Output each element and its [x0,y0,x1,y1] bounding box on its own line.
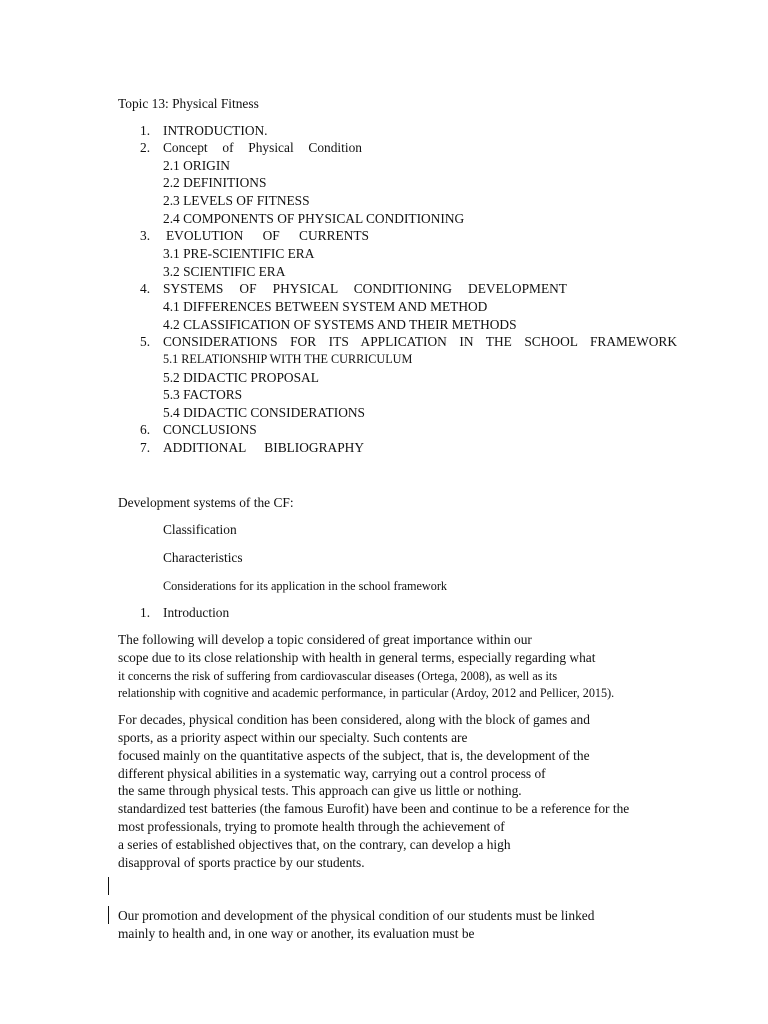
toc-subitem: 4.2 CLASSIFICATION OF SYSTEMS AND THEIR METHODS [163,317,517,332]
list-item: Classification [163,522,237,537]
toc-number: 6. [140,422,151,437]
paragraph-line: For decades, physical condition has been considered, along with the block of games and [118,712,590,727]
section-number: 1. [140,605,151,620]
toc-item-conclusions: CONCLUSIONS [163,422,257,437]
toc-subitem: 4.1 DIFFERENCES BETWEEN SYSTEM AND METHOD [163,299,488,314]
toc-item-concept: Concept of Physical Condition [163,140,362,155]
paragraph-line: mainly to health and, in one way or another, its evaluation must be [118,926,475,941]
toc-item-bibliography: ADDITIONAL BIBLIOGRAPHY [163,440,364,455]
toc-subitem: 2.3 LEVELS OF FITNESS [163,193,310,208]
section-title-introduction: Introduction [163,605,230,620]
toc-subitem: 2.1 ORIGIN [163,158,230,173]
paragraph-line: different physical abilities in a systematic way, carrying out a control process of [118,766,546,781]
list-item: Characteristics [163,550,243,565]
document-title: Topic 13: Physical Fitness [118,96,259,111]
toc-subitem: 2.4 COMPONENTS OF PHYSICAL CONDITIONING [163,211,465,226]
text-cursor [108,906,109,924]
toc-subitem: 5.2 DIDACTIC PROPOSAL [163,370,319,385]
toc-subitem: 3.2 SCIENTIFIC ERA [163,264,286,279]
paragraph-line: most professionals, trying to promote health through the achievement of [118,819,505,834]
toc-number: 7. [140,440,151,455]
paragraph-line: it concerns the risk of suffering from cardiovascular diseases (Ortega, 2008), as well as its [118,669,558,683]
text-cursor [108,877,109,895]
paragraph-line: the same through physical tests. This approach can give us little or nothing. [118,783,522,798]
paragraph-line: relationship with cognitive and academic performance, in particular (Ardoy, 2012 and Pellicer, 2015). [118,686,615,700]
toc-item-introduction: INTRODUCTION. [163,123,268,138]
toc-subitem: 3.1 PRE-SCIENTIFIC ERA [163,246,315,261]
paragraph-line: disapproval of sports practice by our students. [118,855,365,870]
toc-item-evolution: EVOLUTION OF CURRENTS [166,228,369,243]
paragraph-line: focused mainly on the quantitative aspects of the subject, that is, the development of the [118,748,590,763]
toc-subitem: 5.4 DIDACTIC CONSIDERATIONS [163,405,365,420]
section-heading: Development systems of the CF: [118,495,294,510]
toc-subitem: 5.1 RELATIONSHIP WITH THE CURRICULUM [163,352,413,366]
paragraph-line: a series of established objectives that, on the contrary, can develop a high [118,837,511,852]
toc-number: 4. [140,281,151,296]
paragraph-line: scope due to its close relationship with health in general terms, especially regarding what [118,650,596,665]
toc-subitem: 5.3 FACTORS [163,387,243,402]
toc-number: 1. [140,123,151,138]
paragraph-line: Our promotion and development of the physical condition of our students must be linked [118,908,595,923]
paragraph-line: sports, as a priority aspect within our specialty. Such contents are [118,730,468,745]
list-item: Considerations for its application in the school framework [163,579,447,593]
toc-number: 2. [140,140,151,155]
paragraph-line: The following will develop a topic considered of great importance within our [118,632,532,647]
paragraph-line: standardized test batteries (the famous Eurofit) have been and continue to be a reference for the [118,801,630,816]
toc-number: 3. [140,228,151,243]
toc-number: 5. [140,334,151,349]
toc-subitem: 2.2 DEFINITIONS [163,175,267,190]
toc-item-considerations: CONSIDERATIONS FOR ITS APPLICATION IN THE SCHOOL FRAMEWORK [163,334,677,349]
toc-item-systems: SYSTEMS OF PHYSICAL CONDITIONING DEVELOPMENT [163,281,567,296]
